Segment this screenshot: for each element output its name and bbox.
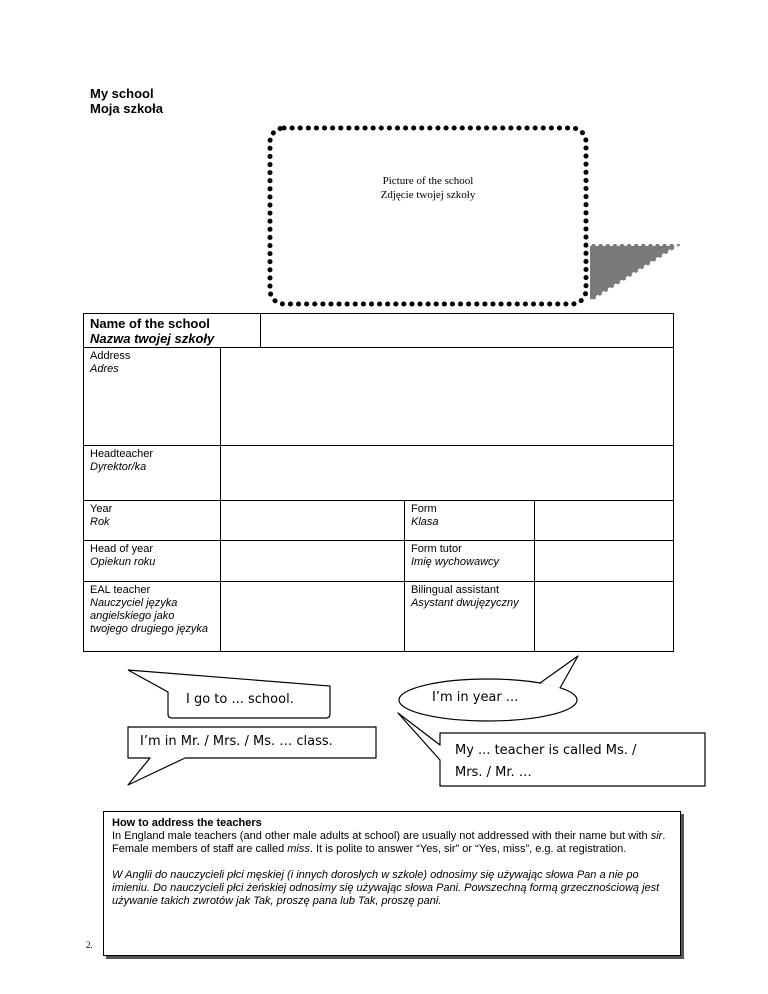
picture-caption [270, 174, 586, 202]
note-english-part2: . Female members of staff are called [112, 830, 666, 855]
address-label-polish: Adres [90, 363, 119, 375]
year-label-cell [84, 501, 221, 541]
title-english: My school [90, 86, 154, 101]
form-tutor-label-polish: Imię wychowawcy [411, 556, 500, 568]
form-tutor-label-cell [405, 541, 535, 582]
picture-caption-english: Picture of the school [382, 175, 474, 187]
bilingual-assistant-label-cell [405, 582, 535, 652]
headteacher-field[interactable] [221, 446, 674, 501]
school-name-label: Name of the school [90, 316, 210, 331]
form-tutor-label: Form tutor [411, 543, 462, 555]
eal-teacher-label-polish: Nauczyciel języka angielskiego jako twojego drugiego języka [90, 597, 209, 635]
form-label: Form [411, 503, 437, 515]
note-english-part3: . It is polite to answer “Yes, sir” or “Yes, miss”, e.g. at registration. [309, 843, 627, 855]
address-label: Address [90, 350, 131, 362]
address-field[interactable] [221, 348, 674, 446]
school-name-field[interactable] [261, 314, 674, 348]
headteacher-label-cell [84, 446, 221, 501]
school-name-label-polish: Nazwa twojej szkoły [90, 331, 215, 346]
head-of-year-label-polish: Opiekun roku [90, 556, 156, 568]
form-label-cell [405, 501, 535, 541]
year-field[interactable] [221, 501, 405, 541]
bubble-text-teacher [455, 740, 636, 784]
eal-teacher-label-cell [84, 582, 221, 652]
head-of-year-field[interactable] [221, 541, 405, 582]
bubble-text-class: I’m in Mr. / Mrs. / Ms. … class. [140, 734, 333, 749]
picture-frame [270, 128, 586, 304]
note-english-sir: sir [650, 830, 663, 842]
head-of-year-label-cell [84, 541, 221, 582]
form-tutor-field[interactable] [535, 541, 674, 582]
bubble-text-year: I’m in year ... [432, 690, 519, 705]
headteacher-label: Headteacher [90, 448, 153, 460]
title-polish: Moja szkoła [90, 101, 163, 116]
address-label-cell [84, 348, 221, 446]
page-number: 2. [86, 940, 93, 950]
school-info-table [83, 313, 674, 652]
bilingual-assistant-label: Bilingual assistant [411, 584, 500, 596]
head-of-year-label: Head of year [90, 543, 153, 555]
form-field[interactable] [535, 501, 674, 541]
bubble-text-teacher-line2: Mrs. / Mr. … [455, 765, 532, 780]
note-english [112, 830, 672, 856]
note-english-miss: miss [287, 843, 310, 855]
bubble-text-school: I go to ... school. [186, 692, 294, 707]
school-name-label-cell [84, 314, 261, 348]
note-polish: W Anglii do nauczycieli płci męskiej (i innych dorosłych w szkole) odnosimy się używając słowa Pan a nie po imieniu. Do nauczycieli płci żeńskiej odnosimy się używając słowa Pani. Powszechną formą grzecznościową jest używanie takich zwrotów jak Tak, proszę pana lub Tak, proszę pani. [112, 869, 660, 907]
eal-teacher-field[interactable] [221, 582, 405, 652]
year-label-polish: Rok [90, 516, 110, 528]
bubble-text-teacher-line1: My ... teacher is called Ms. / [455, 743, 637, 758]
eal-teacher-label: EAL teacher [90, 584, 151, 596]
note-title: How to address the teachers [112, 817, 262, 829]
bilingual-assistant-field[interactable] [535, 582, 674, 652]
bilingual-assistant-label-polish: Asystant dwujęzyczny [411, 597, 519, 609]
year-label: Year [90, 503, 113, 515]
picture-caption-polish: Zdjęcie twojej szkoły [380, 189, 476, 201]
note-english-part1: In England male teachers (and other male adults at school) are usually not addressed with their name but with [112, 830, 651, 842]
headteacher-label-polish: Dyrektor/ka [90, 461, 147, 473]
teacher-address-note [103, 811, 681, 956]
form-label-polish: Klasa [411, 516, 439, 528]
